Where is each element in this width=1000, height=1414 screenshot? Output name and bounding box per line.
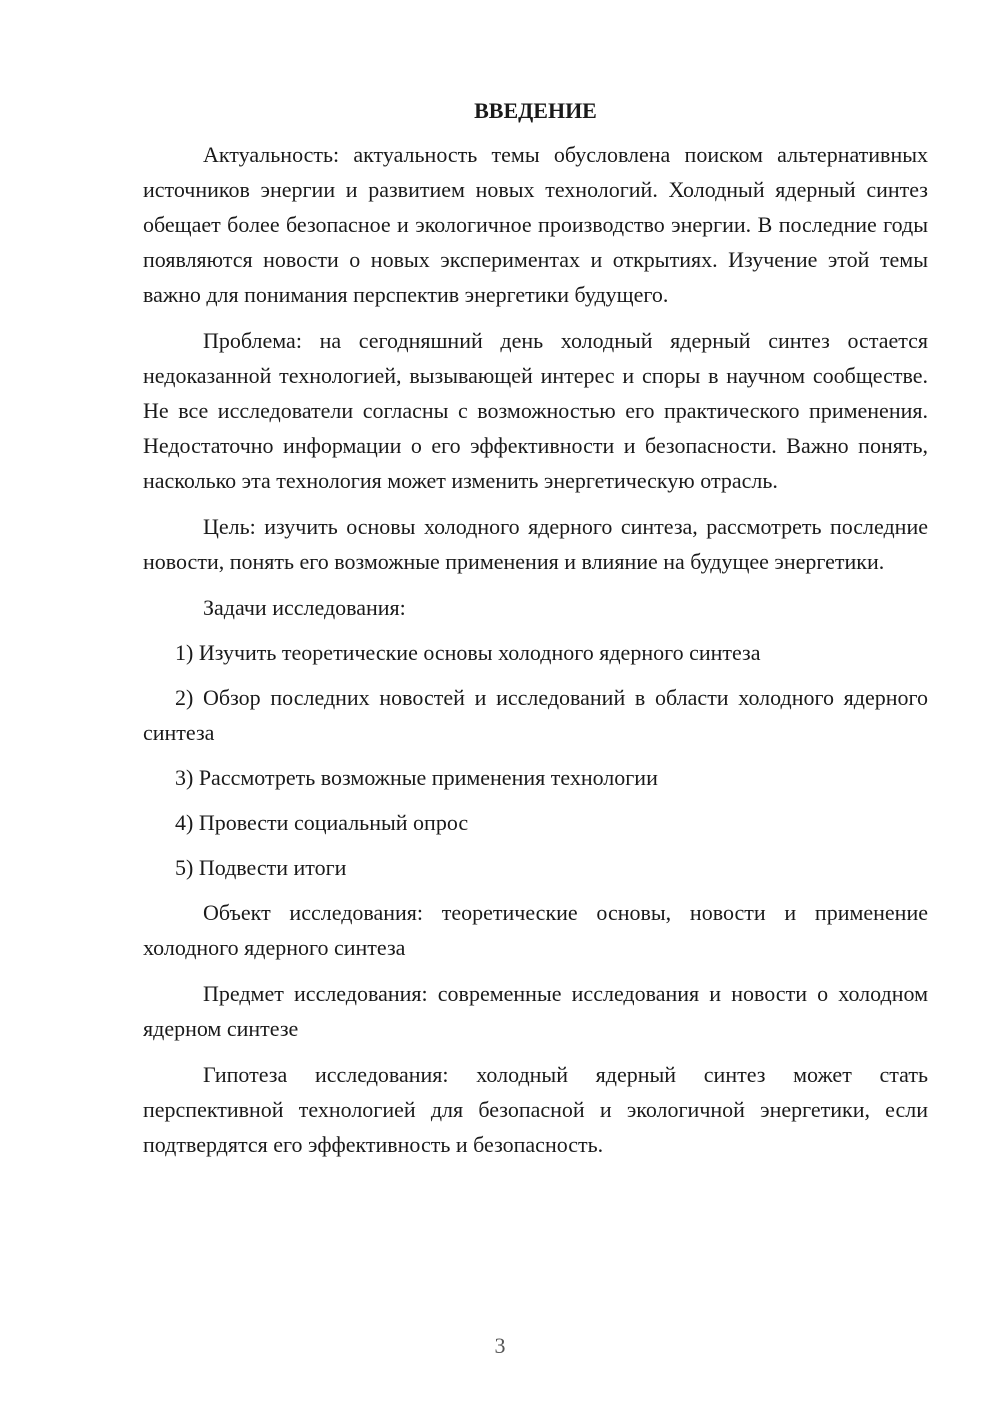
- task-item-3: 3) Рассмотреть возможные применения технологии: [175, 765, 658, 790]
- paragraph-subject: Предмет исследования: современные исследования и новости о холодном ядерном синтезе: [143, 981, 928, 1041]
- document-page: [143, 95, 928, 1173]
- paragraph-relevance: Актуальность: актуальность темы обусловлена поиском альтернативных источников энергии и развитием новых технологий. Холодный ядерный синтез обещает более безопасное и экологичное производство энергии. В последние годы появляются новости о новых экспериментах и открытиях. Изучение этой темы важно для понимания перспектив энергетики будущего.: [143, 142, 928, 307]
- paragraph-object: Объект исследования: теоретические основы, новости и применение холодного ядерного синтеза: [143, 900, 928, 960]
- task-item-1: 1) Изучить теоретические основы холодного ядерного синтеза: [175, 640, 761, 665]
- task-item-4: 4) Провести социальный опрос: [175, 810, 469, 835]
- task-item-5: 5) Подвести итоги: [175, 855, 347, 880]
- paragraph-hypothesis: Гипотеза исследования: холодный ядерный синтез может стать перспективной технологией для безопасной и экологичной энергетики, если подтвердятся его эффективность и безопасность.: [143, 1062, 928, 1157]
- page-number: 3: [494, 1333, 506, 1358]
- paragraph-problem: Проблема: на сегодняшний день холодный ядерный синтез остается недоказанной технологией, вызывающей интерес и споры в научном сообществе. Не все исследователи согласны с возможностью его практического применения. Недостаточно информации о его эффективности и безопасности. Важно понять, насколько эта технология может изменить энергетическую отрасль.: [143, 328, 928, 493]
- tasks-heading: Задачи исследования:: [203, 595, 406, 620]
- section-title: ВВЕДЕНИЕ: [474, 98, 597, 123]
- task-item-2: 2) Обзор последних новостей и исследований в области холодного ядерного синтеза: [143, 685, 928, 745]
- paragraph-goal: Цель: изучить основы холодного ядерного синтеза, рассмотреть последние новости, понять его возможные применения и влияние на будущее энергетики.: [143, 514, 928, 574]
